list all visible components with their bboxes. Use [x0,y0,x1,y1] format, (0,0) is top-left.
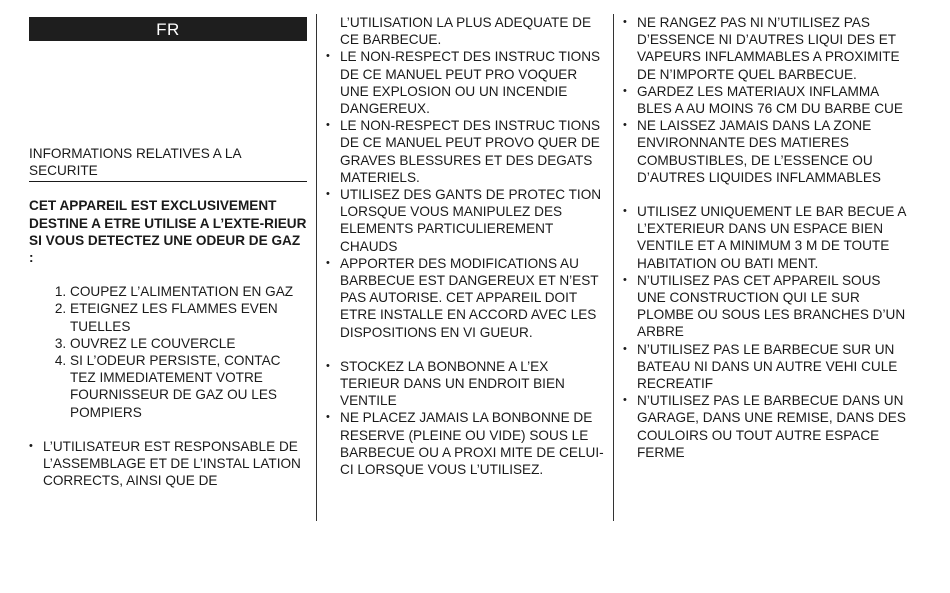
section-title: INFORMATIONS RELATIVES A LA SECURITE [29,145,307,182]
bullet-item: • N’UTILISEZ PAS CET APPAREIL SOUS UNE CONSTRUCTION QUI LE SUR PLOMBE OU SOUS LES BRANCHES D’UN ARBRE [623,272,906,340]
language-badge: FR [29,17,307,41]
bullet-item: • UTILISEZ UNIQUEMENT LE BAR BECUE A L’EXTERIEUR DANS UN ESPACE BIEN VENTILE ET A MINIMUM 3 M DE TOUTE HABITATION OU BATI MENT. [623,204,906,271]
bullet-list [29,438,307,490]
bullet-dot-icon: • [326,411,330,424]
column-divider [613,14,614,521]
bullet-dot-icon: • [623,205,627,218]
bullet-dot-icon: • [29,439,33,452]
step-item: 4. SI L’ODEUR PERSISTE, CONTAC TEZ IMMEDIATEMENT VOTRE FOURNISSEUR DE GAZ OU LES POMPIERS [70,352,307,421]
continued-text: L’UTILISATION LA PLUS ADEQUATE DE CE BARBECUE. [340,15,592,48]
step-item: 3. OUVREZ LE COUVERCLE [70,335,307,352]
column-1 [29,14,307,489]
bullet-item: • NE LAISSEZ JAMAIS DANS LA ZONE ENVIRONNANTE DES MATIERES COMBUSTIBLES, DE L’ESSENCE OU D’AUTRES LIQUIDES INFLAMMABLES [623,118,881,185]
bullet-item: • LE NON-RESPECT DES INSTRUC TIONS DE CE MANUEL PEUT PROVO QUER DE GRAVES BLESSURES ET DES DEGATS MATERIELS. [326,118,601,185]
bullet-dot-icon: • [623,342,627,355]
bullet-item: • UTILISEZ DES GANTS DE PROTEC TION LORSQUE VOUS MANIPULEZ DES ELEMENTS PARTICULIEREMENT CHAUDS [326,187,602,254]
bullet-dot-icon: • [623,119,627,132]
column-divider [316,14,317,521]
column-3 [623,14,908,461]
bullet-dot-icon: • [623,394,627,407]
column-2 [326,14,606,478]
step-item: 2. ETEIGNEZ LES FLAMMES EVEN TUELLES [70,300,307,334]
bullet-item: • L’UTILISATEUR EST RESPONSABLE DE L’ASSEMBLAGE ET DE L’INSTAL LATION CORRECTS, AINSI QUE DE [29,438,301,489]
warning-block [29,197,307,266]
bullet-dot-icon: • [326,359,330,372]
bullet-list [623,14,908,186]
bullet-item: • LE NON-RESPECT DES INSTRUC TIONS DE CE MANUEL PEUT PRO VOQUER UNE EXPLOSION OU UN INCENDIE DANGEREUX. [326,49,601,117]
bullet-dot-icon: • [623,273,627,286]
bullet-dot-icon: • [326,119,330,132]
bullet-item: • STOCKEZ LA BONBONNE A L’EX TERIEUR DANS UN ENDROIT BIEN VENTILE [326,358,565,409]
bullet-dot-icon: • [623,16,627,28]
bullet-dot-icon: • [326,188,330,201]
bullet-dot-icon: • [623,84,627,97]
bullet-item: • NE RANGEZ PAS NI N’UTILISEZ PAS D’ESSENCE NI D’AUTRES LIQUI DES ET VAPEURS INFLAMMABLES A PROXIMITE DE N’IMPORTE QUEL BARBECUE. [623,15,900,82]
warning-line: CET APPAREIL EST EXCLUSIVEMENT DESTINE A ETRE UTILISE A L’EXTE-RIEUR [29,198,307,231]
bullet-item: • NE PLACEZ JAMAIS LA BONBONNE DE RESERVE (PLEINE OU VIDE) SOUS LE BARBECUE OU A PROXI MITE DE CELUI-CI LORSQUE VOUS L’UTILISEZ. [326,410,604,478]
bullet-item: • GARDEZ LES MATERIAUX INFLAMMA BLES A AU MOINS 76 CM DU BARBE CUE [623,83,903,117]
bullet-list [326,358,606,478]
bullet-list [326,48,606,340]
bullet-item: • APPORTER DES MODIFICATIONS AU BARBECUE EST DANGEREUX ET N’EST PAS AUTORISE. CET APPAREIL DOIT ETRE INSTALLE EN ACCORD AVEC LES DISPOSITIONS EN VI GUEUR. [326,255,599,340]
bullet-item: • N’UTILISEZ PAS LE BARBECUE DANS UN GARAGE, DANS UNE REMISE, DANS DES COULOIRS OU TOUT AUTRE ESPACE FERME [623,393,906,460]
bullet-list [623,203,908,461]
gas-odor-steps [29,283,307,421]
step-item: 1. COUPEZ L’ALIMENTATION EN GAZ [70,283,307,300]
bullet-item: • N’UTILISEZ PAS LE BARBECUE SUR UN BATEAU NI DANS UN AUTRE VEHI CULE RECREATIF [623,341,898,392]
bullet-dot-icon: • [326,50,330,63]
bullet-dot-icon: • [326,256,330,269]
warning-line: SI VOUS DETECTEZ UNE ODEUR DE GAZ : [29,232,301,266]
